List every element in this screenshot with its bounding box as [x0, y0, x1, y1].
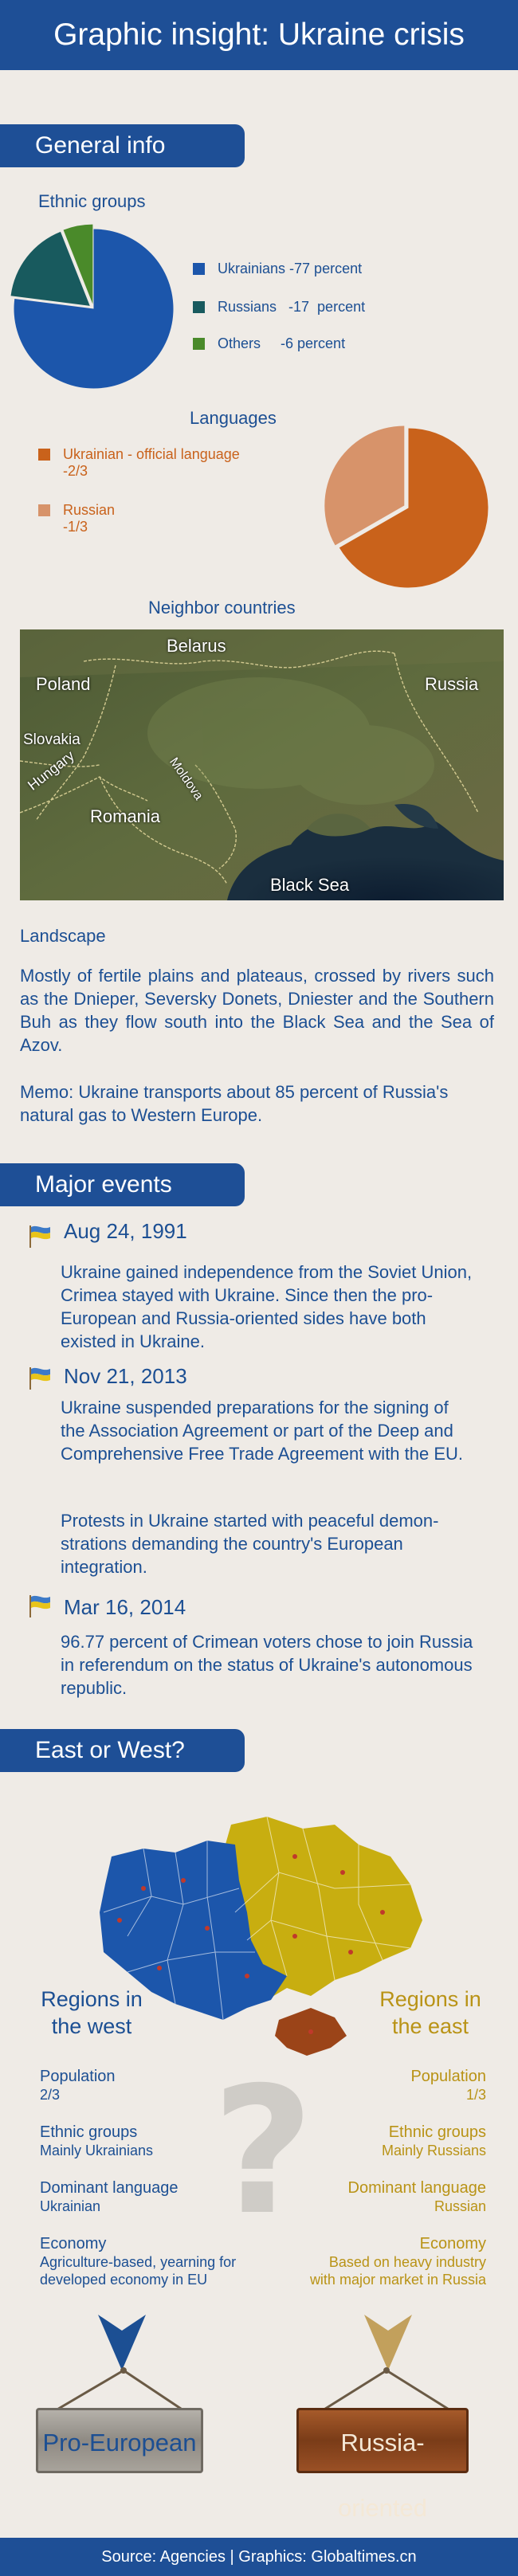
landscape-title: Landscape — [20, 926, 106, 946]
east-economy-label: Economy — [419, 2235, 486, 2253]
question-mark: ? — [212, 2049, 314, 2253]
footer-credits: Source: Agencies | Graphics: Globaltimes.cn — [0, 2538, 518, 2576]
legend-swatch — [38, 449, 50, 461]
legend-value: -1/3 — [63, 519, 88, 535]
map-terrain — [20, 629, 504, 900]
east-title-line: the east — [391, 2014, 469, 2038]
arrow-down-icon — [360, 2311, 416, 2374]
east-region-title — [363, 1986, 498, 2040]
west-ethnic-value: Mainly Ukrainians — [40, 2143, 154, 2158]
legend-label: Russian — [63, 502, 116, 518]
ukraine-flag-icon — [26, 1592, 53, 1619]
arrow-down-icon — [94, 2311, 150, 2374]
west-title-line: Regions in — [41, 1987, 143, 2011]
neighbors-title: Neighbor countries — [148, 598, 296, 618]
event-text: 96.77 percent of Crimean voters chose to join Russia in referendum on the status of Ukraine's autonomous republic. — [61, 1632, 473, 1698]
ethnic-groups-title: Ethnic groups — [38, 191, 146, 211]
legend-label: Ukrainian - official language — [63, 446, 240, 462]
west-language-value: Ukrainian — [40, 2198, 101, 2214]
map-label-poland: Poland — [36, 674, 91, 694]
west-language-label: Dominant language — [40, 2179, 179, 2197]
east-language-label: Dominant language — [347, 2179, 486, 2197]
map-label-romania: Romania — [90, 806, 161, 826]
landscape-text: Mostly of fertile plains and plateaus, crossed by rivers such as the Dnieper, Seversky Donets, Dniester and the Southern Buh as they flow south into the Black Sea and the Sea of Azov. — [20, 966, 494, 1055]
east-ethnic-value: Mainly Russians — [381, 2143, 486, 2158]
ethnic-pie-chart — [8, 223, 179, 394]
legend-label: Russians -17 percent — [218, 298, 366, 315]
map-label-belarus: Belarus — [167, 636, 226, 656]
east-title-line: Regions in — [379, 1987, 481, 2011]
west-population-label: Population — [40, 2068, 116, 2085]
event-text: Ukraine suspended preparations for the signing of the Association Agreement or part of the Deep and Comprehensive Free Trade Agreement with the EU. — [61, 1398, 464, 1464]
east-economy-value: with major market in Russia — [309, 2272, 486, 2288]
legend-swatch — [193, 338, 205, 350]
event-text: Ukraine gained independence from the Soviet Union, Crimea stayed with Ukraine. Since then the pro-European and Russia-oriented sides have both existed in Ukraine. — [61, 1262, 473, 1351]
section-heading-eastwest: East or West? — [0, 1729, 245, 1772]
east-economy-value: Based on heavy industry — [328, 2254, 486, 2270]
sign-chains — [32, 2366, 486, 2414]
languages-title: Languages — [190, 408, 277, 428]
map-label-black-sea: Black Sea — [270, 875, 350, 895]
event-date: Nov 21, 2013 — [64, 1364, 187, 1388]
legend-swatch — [38, 504, 50, 516]
east-population-value: 1/3 — [465, 2087, 486, 2103]
ethnic-legend — [193, 255, 365, 357]
neighbor-map — [20, 629, 504, 900]
legend-russian-language — [38, 502, 240, 535]
russia-oriented-sign: Russia-oriented — [296, 2408, 469, 2473]
east-language-value: Russian — [434, 2198, 486, 2214]
legend-ukrainians — [193, 255, 365, 282]
languages-pie-chart — [323, 422, 494, 594]
legend-swatch — [193, 263, 205, 275]
legend-ukrainian-language — [38, 446, 240, 480]
page-title: Graphic insight: Ukraine crisis — [0, 0, 518, 70]
event-text-2: Protests in Ukraine started with peaceful demon-strations demanding the country's European integration. — [61, 1511, 439, 1577]
map-label-slovakia: Slovakia — [23, 731, 80, 748]
legend-swatch — [193, 301, 205, 313]
ukraine-flag-icon — [26, 1222, 53, 1249]
west-economy-value: developed economy in EU — [40, 2272, 208, 2288]
east-ethnic-label: Ethnic groups — [388, 2123, 486, 2141]
event-date: Aug 24, 1991 — [64, 1219, 187, 1243]
ukraine-flag-icon — [26, 1364, 53, 1391]
section-heading-events: Major events — [0, 1163, 245, 1206]
east-stats — [303, 2067, 486, 2288]
pro-european-sign: Pro-European — [36, 2408, 203, 2473]
legend-value: -2/3 — [63, 463, 88, 479]
east-population-label: Population — [410, 2068, 486, 2085]
west-ethnic-label: Ethnic groups — [40, 2123, 138, 2141]
legend-russians — [193, 293, 365, 320]
west-title-line: the west — [51, 2014, 132, 2038]
section-heading-general: General info — [0, 124, 245, 167]
legend-others — [193, 330, 365, 357]
west-stats — [40, 2067, 236, 2288]
language-legend — [38, 446, 240, 535]
legend-label: Ukrainians -77 percent — [218, 260, 363, 276]
west-population-value: 2/3 — [40, 2087, 61, 2103]
map-label-hungary: Hungary — [25, 747, 77, 794]
west-region-title — [24, 1986, 159, 2040]
west-economy-label: Economy — [40, 2235, 107, 2253]
memo-text: Memo: Ukraine transports about 85 percent of Russia's natural gas to Western Europe. — [20, 1082, 449, 1125]
map-label-moldova: Moldova — [167, 755, 206, 803]
legend-label: Others -6 percent — [218, 335, 346, 351]
west-economy-value: Agriculture-based, yearning for — [40, 2254, 237, 2270]
map-label-russia: Russia — [425, 674, 479, 694]
event-date: Mar 16, 2014 — [64, 1595, 186, 1619]
